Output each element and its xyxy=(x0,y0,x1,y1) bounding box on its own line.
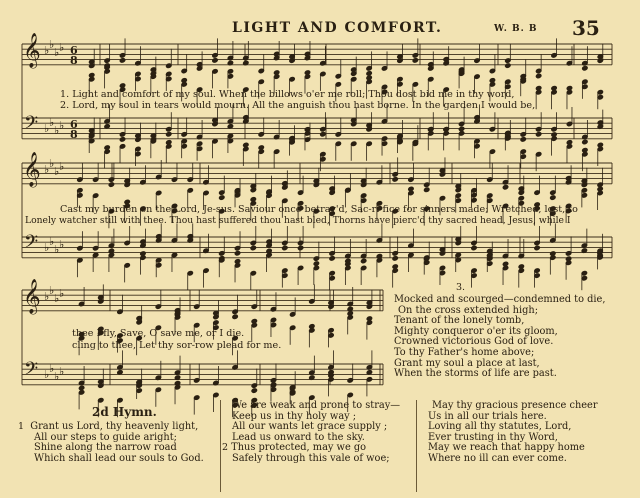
flat-sign-icon: ♭ xyxy=(54,292,60,305)
flat-sign-icon: ♭ xyxy=(59,365,65,378)
note-head xyxy=(392,177,398,183)
treble-clef-icon: 𝄞 xyxy=(23,279,41,314)
note-head xyxy=(423,187,429,193)
note-head xyxy=(392,256,398,262)
system3-lyric-line1: thee I fly, Save, O save me, or I die. xyxy=(72,328,245,339)
stanza-line: Lead us onward to the sky. xyxy=(232,431,365,443)
note-head xyxy=(535,131,541,137)
system2-lyric-line2: Lonely watcher still with thee. Thou hast suffered thou hast bled, Thorns have pierc'd thy sacred head, Jesus, while I xyxy=(25,215,571,226)
verse3-line: Mighty conqueror o'er its gloom, xyxy=(394,325,558,337)
time-signature-icon: 6 xyxy=(70,44,78,57)
flat-sign-icon: ♭ xyxy=(44,163,50,176)
verse3-stanza xyxy=(394,295,605,380)
stanza-line: Ever trusting in thy Word, xyxy=(428,431,558,443)
system1-lyric-line2: 2. Lord, my soul in tears would mourn. All the anguish thou hast borne. In the garden I would be, xyxy=(60,100,536,111)
flat-sign-icon: ♭ xyxy=(49,284,55,297)
note-head xyxy=(251,388,257,394)
hymn-title: LIGHT AND COMFORT. xyxy=(232,20,443,36)
flat-sign-icon: ♭ xyxy=(54,370,60,383)
verse3-line: Grant my soul a place at last, xyxy=(394,357,540,369)
page-number: 35 xyxy=(572,16,600,40)
flat-sign-icon: ♭ xyxy=(59,238,65,251)
stanza-line: Loving all thy statutes, Lord, xyxy=(428,421,572,433)
note-head xyxy=(232,314,238,320)
stanza-line: Shine along the narrow road xyxy=(34,442,177,454)
flat-sign-icon: ♭ xyxy=(44,368,50,381)
stanza-line: Keep us in thy holy way ; xyxy=(232,410,357,422)
flat-sign-icon: ♭ xyxy=(59,119,65,132)
flat-sign-icon: ♭ xyxy=(59,160,65,173)
note-head xyxy=(282,245,288,251)
note-head xyxy=(360,258,366,264)
note-head xyxy=(502,184,508,190)
stanza-line: Which shall lead our souls to God. xyxy=(34,452,204,464)
note-head xyxy=(550,195,556,201)
note-head xyxy=(471,245,477,251)
stanza-line: Grant us Lord, thy heavenly light, xyxy=(30,421,199,432)
system1-lyric-line1: 1. Light and comfort of my soul. When the billows o'er me roll; Thou dost bid me in thy word, xyxy=(60,89,515,100)
stanza-line: May thy gracious presence cheer xyxy=(432,400,598,411)
bass-clef-icon: 𝄢 xyxy=(24,359,39,384)
treble-clef-icon: 𝄞 xyxy=(23,152,41,187)
treble-clef-icon: 𝄞 xyxy=(23,33,41,68)
flat-sign-icon: ♭ xyxy=(44,122,50,135)
time-signature-icon: 8 xyxy=(70,128,78,141)
flat-sign-icon: ♭ xyxy=(54,165,60,178)
bass-clef-icon: 𝄢 xyxy=(24,232,39,257)
note-head xyxy=(108,182,114,188)
time-signature-icon: 8 xyxy=(70,54,78,67)
note-head xyxy=(535,73,541,79)
flat-sign-icon: ♭ xyxy=(49,116,55,129)
note-head xyxy=(234,250,240,256)
flat-sign-icon: ♭ xyxy=(44,44,50,57)
flat-sign-icon: ♭ xyxy=(49,362,55,375)
stanza-line: May we reach that happy home xyxy=(428,442,585,454)
flat-sign-icon: ♭ xyxy=(59,287,65,300)
flat-sign-icon: ♭ xyxy=(54,124,60,137)
stanza-line: Thus protected, may we go xyxy=(231,442,367,454)
stanza-line: All our steps to guide aright; xyxy=(34,431,177,443)
stanza-line: Where no ill can ever come. xyxy=(428,452,567,464)
note-head xyxy=(534,245,540,251)
flat-sign-icon: ♭ xyxy=(44,290,50,303)
verse3-line: Crowned victorious God of love. xyxy=(394,336,554,348)
note-head xyxy=(505,63,511,69)
second-hymn-title: 2d Hymn. xyxy=(92,405,157,419)
flat-sign-icon: ♭ xyxy=(49,38,55,51)
note-head xyxy=(166,131,172,137)
flat-sign-icon: ♭ xyxy=(49,235,55,248)
hymn2-stanza2 xyxy=(222,400,401,465)
column-divider xyxy=(416,400,418,492)
time-signature-icon: 6 xyxy=(70,118,78,131)
bass-clef-icon: 𝄢 xyxy=(24,113,39,138)
flat-sign-icon: ♭ xyxy=(44,241,50,254)
verse3-line: When the storms of life are past. xyxy=(394,368,557,380)
hymn2-stanza3 xyxy=(428,401,598,465)
system3-lyric-line2: cling to thee, Let thy sor-row plead for me. xyxy=(72,340,282,351)
stanza-number: 2 xyxy=(222,442,229,454)
note-head xyxy=(212,58,218,64)
flat-sign-icon: ♭ xyxy=(54,243,60,256)
composer-initials: W. B. B xyxy=(494,24,538,34)
stanza-line: Us in all our trials here. xyxy=(428,410,547,422)
note-head xyxy=(412,58,418,64)
note-head xyxy=(119,58,125,64)
stanza-number: 1 xyxy=(18,421,25,432)
note-head xyxy=(219,195,225,201)
verse3-line: To thy Father's home above; xyxy=(394,346,535,358)
note-head xyxy=(329,256,335,262)
note-head xyxy=(520,137,526,143)
note-head xyxy=(320,131,326,137)
flat-sign-icon: ♭ xyxy=(59,41,65,54)
stanza-line: Safely through this vale of woe; xyxy=(232,452,390,464)
verse3-line: Mocked and scourged—condemned to die, xyxy=(394,294,606,305)
note-head xyxy=(297,245,303,251)
stanza-line: We are weak and prone to stray— xyxy=(232,400,401,411)
system2-lyric-line1: Cast my burden on the Lord, Je-sus. Saviour once betray'd, Sac-ri-fice for sinners made; Wretched, lost, to xyxy=(60,204,578,215)
note-head xyxy=(119,137,125,143)
note-head xyxy=(582,65,588,71)
verse3-number: 3. xyxy=(456,282,466,293)
flat-sign-icon: ♭ xyxy=(54,46,60,59)
stanza-line: All our wants let grace supply ; xyxy=(232,421,388,433)
flat-sign-icon: ♭ xyxy=(49,157,55,170)
note-head xyxy=(250,245,256,251)
hymn2-stanza1 xyxy=(18,422,204,464)
note-head xyxy=(582,139,588,145)
verse3-line: Tenant of the lonely tomb, xyxy=(394,315,525,327)
verse3-line: On the cross extended high; xyxy=(398,304,538,316)
